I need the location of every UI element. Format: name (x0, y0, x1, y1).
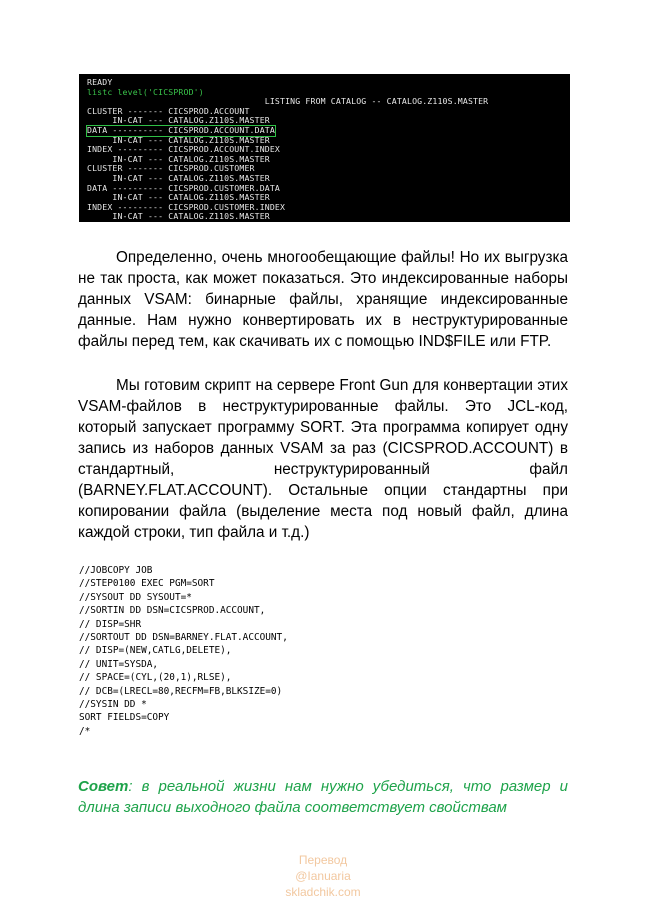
terminal-line-text: IN-CAT --- CATALOG.Z110S.MASTER (87, 115, 270, 126)
code-line: //SYSIN DD * (79, 698, 147, 710)
paragraph-text: Определенно, очень многообещающие файлы! Но их выгрузка не так проста, как может показаться. Это индексированные наборы данных VSAM: бинарные файлы, хранящие индексированные данные. Нам нужно конвертировать их в неструктурированные файлы перед тем, как скачивать их с помощью IND$FILE или FTP. (78, 249, 568, 350)
watermark-line: Перевод (298, 853, 348, 867)
code-line: //STEP0100 EXEC PGM=SORT (79, 578, 215, 590)
code-line: SORT FIELDS=COPY (79, 712, 170, 724)
watermark (0, 852, 646, 900)
code-line: // UNIT=SYSDA, (79, 658, 159, 670)
paragraph-jcl-script (78, 375, 568, 543)
code-line: // DISP=(NEW,CATLG,DELETE), (79, 645, 232, 657)
terminal-line-text: listc level('CICSPROD') (87, 86, 204, 97)
terminal-line-text: IN-CAT --- CATALOG.Z110S.MASTER (87, 192, 270, 203)
terminal-line-text: INDEX --------- CICSPROD.ACCOUNT.INDEX (87, 144, 281, 155)
terminal-line-text: IN-CAT --- CATALOG.Z110S.MASTER (87, 134, 270, 145)
paragraph-vsam-files (78, 247, 568, 352)
watermark-line: skladchik.com (285, 885, 361, 899)
terminal-line-text: LISTING FROM CATALOG -- CATALOG.Z110S.MASTER (87, 96, 489, 107)
code-line: /* (79, 725, 91, 737)
code-line: //SYSOUT DD SYSOUT=* (79, 591, 192, 603)
terminal-line-text: CLUSTER ------- CICSPROD.CUSTOMER (87, 163, 255, 174)
highlighted-entry: DATA ---------- CICSPROD.ACCOUNT.DATA (87, 125, 275, 135)
tip-label: Совет (78, 778, 129, 795)
terminal-line (87, 212, 270, 222)
tip-note (78, 776, 568, 818)
terminal-line-text: DATA ---------- CICSPROD.CUSTOMER.DATA (87, 182, 281, 193)
code-line: // SPACE=(CYL,(20,1),RLSE), (79, 672, 232, 684)
terminal-line-text: IN-CAT --- CATALOG.Z110S.MASTER (87, 173, 270, 183)
jcl-code-block (79, 564, 559, 738)
code-line: // DISP=SHR (79, 618, 142, 630)
watermark-line: @Ianuaria (295, 869, 351, 883)
paragraph-text: Мы готовим скрипт на сервере Front Gun для конвертации этих VSAM-файлов в неструктурированные файлы. Это JCL-код, который запускает программу SORT. Эта программа копирует одну запись из наборов данных VSAM за раз (CICSPROD.ACCOUNT) в стандартный, неструктурированный файл (BARNEY.FLAT.ACCOUNT). Остальные опции стандартны при копировании файла (выделение места под новый файл, длина каждой строки, тип файла и т.д.) (78, 377, 568, 541)
terminal-line-text: INDEX --------- CICSPROD.CUSTOMER.INDEX (87, 201, 286, 212)
code-line: //SORTIN DD DSN=CICSPROD.ACCOUNT, (79, 605, 266, 617)
terminal-line-text: READY (87, 77, 113, 87)
tip-text: : в реальной жизни нам нужно убедиться, что размер и длина записи выходного файла соответствует свойствам (78, 778, 568, 816)
terminal-line-text: CLUSTER ------- CICSPROD.ACCOUNT (87, 105, 250, 116)
terminal-line-text: IN-CAT --- CATALOG.Z110S.MASTER (87, 211, 270, 222)
terminal-screenshot (79, 74, 570, 222)
code-line: //JOBCOPY JOB (79, 565, 153, 576)
code-line: //SORTOUT DD DSN=BARNEY.FLAT.ACCOUNT, (79, 631, 288, 643)
terminal-line-text: IN-CAT --- CATALOG.Z110S.MASTER (87, 153, 270, 164)
code-line: // DCB=(LRECL=80,RECFM=FB,BLKSIZE=0) (79, 685, 283, 697)
